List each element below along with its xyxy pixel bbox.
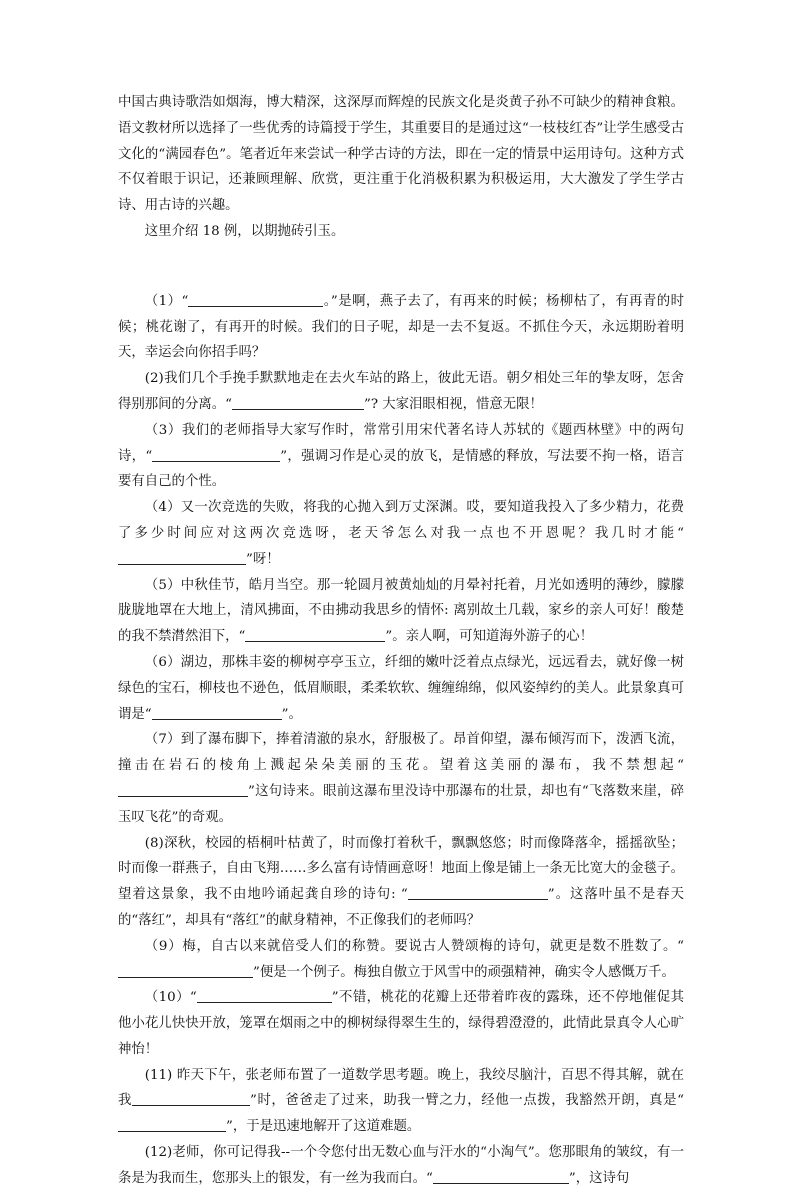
example-text: ”。 <box>281 706 302 722</box>
example-text: （6）湖边，那株丰姿的柳树亭亭玉立，纤细的嫩叶泛着点点绿光，远远看去，就好像一树绿色的宝石，柳枝也不逊色，低眉顺眼，柔柔软软、缠缠绵绵，似风姿绰约的美人。此景象真可谓是“ <box>118 654 684 722</box>
example-text: ”。这落叶虽不是春天的“落红”，却具有“落红”的献身精神，不正像我们的老师吗？ <box>118 887 684 928</box>
fill-blank[interactable] <box>118 550 246 565</box>
example-1 <box>118 289 684 366</box>
intro-paragraph: 中国古典诗歌浩如烟海，博大精深，这深厚而辉煌的民族文化是炎黄子孙不可缺少的精神食粮。语文教材所以选择了一些优秀的诗篇授于学生，其重要目的是通过这“一枝枝红杏”让学生感受古文化的“满园春色”。笔者近年来尝试一种学古诗的方法，即在一定的情景中运用诗句。这种方式不仅着眼于识记，还兼顾理解、欣赏，更注重于化消极积累为积极运用，大大激发了学生学古诗、用古诗的兴趣。 <box>118 95 684 214</box>
example-text: ”? 大家泪眼相视，惜意无限！ <box>363 396 543 412</box>
example-text: （5）中秋佳节，皓月当空。那一轮圆月被黄灿灿的月晕衬托着，月光如透明的薄纱，朦朦胧胧地罩在大地上，清风拂面，不由拂动我思乡的情怀: 离别故土几载，家乡的亲人可好！酸楚的我不禁潸然泪下，“ <box>118 577 684 645</box>
fill-blank[interactable] <box>118 1117 226 1132</box>
example-6 <box>118 650 684 727</box>
example-text: (12)老师，你可记得我--一个令您付出无数心血与汗水的“小淘气”。您那眼角的皱纹，有一条是为我而生，您那头上的银发，有一丝为我而白。“ <box>118 1145 684 1186</box>
example-9 <box>118 934 684 986</box>
example-7 <box>118 727 684 830</box>
example-5 <box>118 573 684 650</box>
example-12 <box>118 1140 684 1192</box>
example-text: ”。亲人啊，可知道海外游子的心！ <box>385 629 594 645</box>
example-text: （9）梅，自古以来就倍受人们的称赞。要说古人赞颂梅的诗句，就更是数不胜数了。“ <box>144 938 684 954</box>
fill-blank[interactable] <box>408 885 548 900</box>
fill-blank[interactable] <box>118 782 248 797</box>
example-3 <box>118 418 684 495</box>
section-gap <box>118 245 684 289</box>
example-11 <box>118 1063 684 1140</box>
fill-blank[interactable] <box>197 988 332 1003</box>
example-text: ”便是一个例子。梅独自傲立于风雪中的顽强精神，确实令人感慨万千。 <box>253 964 675 980</box>
fill-blank[interactable] <box>118 963 253 978</box>
example-text: 。”是啊，燕子去了，有再来的时候；杨柳枯了，有再青的时候；桃花谢了，有再开的时候。我们的日子呢，却是一去不复返。不抓住今天，永远期盼着明天，幸运会向你招手吗？ <box>118 293 684 361</box>
fill-blank[interactable] <box>232 395 364 410</box>
fill-blank[interactable] <box>132 1091 250 1106</box>
example-text: ”，强调习作是心灵的放飞，是情感的释放，写法要不拘一格，语言要有自己的个性。 <box>118 448 685 490</box>
example-text: （7）到了瀑布脚下，捧着清澈的泉水，舒服极了。昂首仰望，瀑布倾泻而下，泼洒飞流，撞击在岩石的棱角上溅起朵朵美丽的玉花。望着这美丽的瀑布，我不禁想起“ <box>118 732 684 774</box>
fill-blank[interactable] <box>152 705 282 720</box>
example-text: （4）又一次竞选的失败，将我的心抛入到万丈深渊。哎，要知道我投入了多少精力，花费了多少时间应对这两次竞选呀，老天爷怎么对我一点也不开恩呢？我几时才能“ <box>118 500 684 541</box>
example-text: ”，这诗句 <box>568 1170 630 1186</box>
example-text: ”呀！ <box>246 551 280 567</box>
example-text: (8)深秋，校园的梧桐叶枯黄了，时而像打着秋千，飘飘悠悠；时而像降落伞，摇摇欲坠；时而像一群燕子，自由飞翔……多么富有诗情画意呀！地面上像是铺上一条无比宽大的金毯子。望着这景象，我不由地吟诵起龚自珍的诗句: “ <box>118 835 684 903</box>
example-text: ”这句诗来。眼前这瀑布里没诗中那瀑布的壮景，却也有“飞落数来崖，碎玉叹飞花”的奇观。 <box>118 783 684 825</box>
example-text: （1）“ <box>144 293 189 309</box>
example-text: （3）我们的老师指导大家写作时，常常引用宋代著名诗人苏轼的《题西林壁》中的两句诗，“ <box>118 422 684 464</box>
example-10 <box>118 985 684 1062</box>
example-text: (11) 昨天下午，张老师布置了一道数学思考题。晚上，我绞尽脑汁，百思不得其解，就在我 <box>118 1067 684 1109</box>
example-text: ”时，爸爸走了过来，助我一臂之力，经他一点拨，我豁然开朗，真是“ <box>250 1093 684 1109</box>
intro-note: 这里介绍 18 例，以期抛砖引玉。 <box>144 223 345 239</box>
fill-blank[interactable] <box>245 627 385 642</box>
fill-blank[interactable] <box>188 292 323 307</box>
example-text: ”，于是迅速地解开了这道难题。 <box>226 1119 421 1135</box>
example-8 <box>118 831 684 934</box>
document-page <box>118 90 684 1192</box>
example-text: （10）“ <box>144 990 197 1006</box>
example-4 <box>118 495 684 572</box>
example-2 <box>118 366 684 418</box>
example-text: (2)我们几个手挽手默默地走在去火车站的路上，彼此无语。朝夕相处三年的挚友呀，怎舍得别那间的分离。“ <box>118 371 684 412</box>
example-text: ”不错，桃花的花瓣上还带着昨夜的露珠，还不停地催促其他小花儿快快开放，笼罩在烟雨之中的柳树绿得翠生生的，绿得碧澄澄的，此情此景真令人心旷神怡！ <box>118 990 684 1057</box>
fill-blank[interactable] <box>152 447 280 462</box>
fill-blank[interactable] <box>433 1169 569 1184</box>
intro-section <box>118 90 684 245</box>
